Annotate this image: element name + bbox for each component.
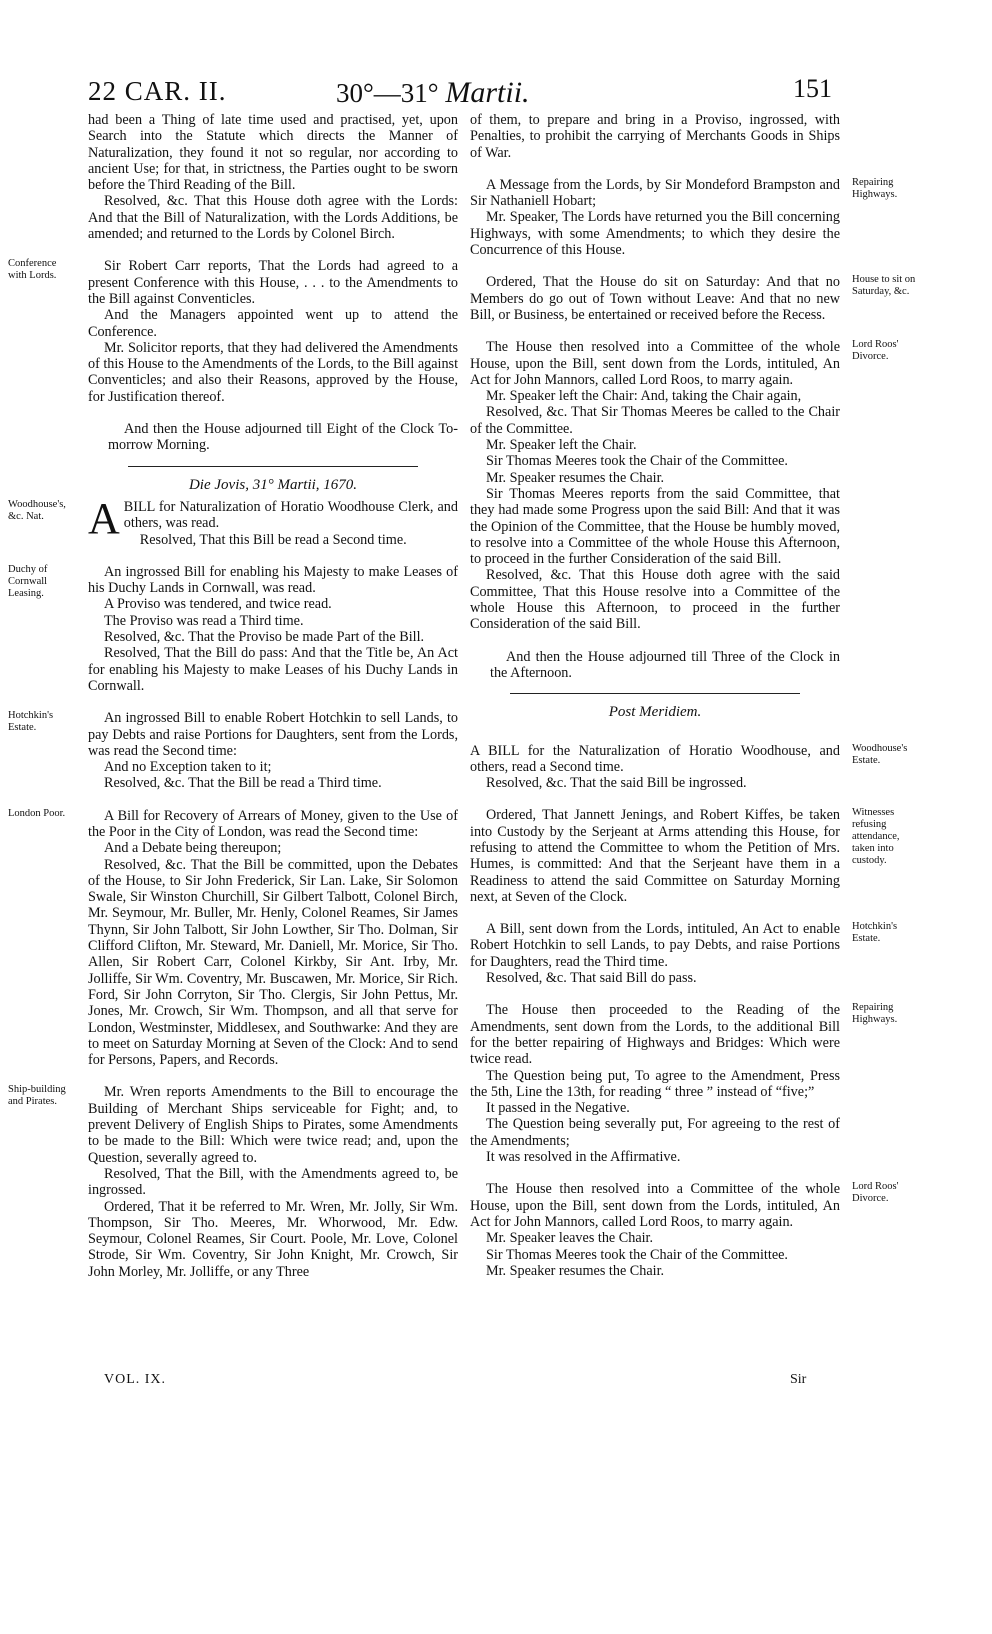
paragraph: Mr. Speaker, The Lords have returned you the Bill concerning Highways, with some Amendments; to which they desire the Concurrence of this House. [470, 209, 840, 259]
paragraph: Resolved, &c. That this House doth agree with the said Committee, That this House resolve into a Committee of the whole House this Afternoon, to proceed in the further Consideration of the said Bill. [470, 567, 840, 633]
section-divider [128, 466, 418, 467]
entry-lord-roos-2 [470, 1181, 899, 1230]
paragraph: A Bill, sent down from the Lords, intituled, An Act to enable Robert Hotchkin to sell Lands, to pay Debts, and raise Portions for Daughters, read the Third time. [470, 921, 840, 970]
entry-conference [8, 258, 458, 307]
entry-ship-building [8, 1084, 458, 1166]
adjournment: And then the House adjourned till Eight of the Clock To-morrow Morning. [108, 421, 458, 454]
paragraph: An ingrossed Bill for enabling his Majesty to make Leases of his Duchy Lands in Cornwall, was read. [88, 563, 458, 597]
margin-note: Woodhouse's Estate. [852, 742, 908, 766]
paragraph: had been a Thing of late time used and practised, yet, upon Search into the Statute which directs the Manner of Naturalization, they found it not so regular, nor according to ancient Use; for that, in strictness, the Parties ought to be sworn before the Third Reading of the Bill. [88, 112, 458, 194]
adjournment: And then the House adjourned till Three of the Clock in the Afternoon. [490, 648, 840, 681]
margin-note: Repairing Highways. [852, 176, 898, 200]
paragraph: Resolved, &c. That the said Bill be ingrossed. [486, 775, 747, 792]
entry-repairing-highways [470, 1002, 898, 1068]
paragraph: Mr. Speaker resumes the Chair. [486, 469, 665, 486]
margin-note: Duchy of Cornwall Leasing. [8, 563, 48, 599]
paragraph: of them, to prepare and bring in a Proviso, ingrossed, with Penalties, to prohibit the carrying of Merchants Goods in Ships of War. [470, 112, 840, 161]
paragraph-text: BILL for Naturalization of Horatio Woodhouse Clerk, and others, was read. [123, 498, 458, 532]
margin-note: Lord Roos' Divorce. [852, 1181, 899, 1205]
paragraph: It was resolved in the Affirmative. [486, 1149, 681, 1166]
post-meridiem-heading: Post Meridiem. [608, 704, 702, 721]
paragraph: The House then resolved into a Committee of the whole House, upon the Bill, sent down from the Lords, intituled, An Act for John Mannors, called Lord Roos, to marry again. [470, 1181, 840, 1230]
paragraph: Resolved, &c. That the Proviso be made Part of the Bill. [104, 629, 425, 646]
paragraph: Sir Robert Carr reports, That the Lords had agreed to a present Conference with this House, . . . to the Amendments to the Bill against Conventicles. [88, 258, 458, 307]
paragraph: A BILL for the Naturalization of Horatio Woodhouse, and others, read a Second time. [470, 742, 840, 775]
section-divider [510, 693, 800, 694]
margin-note: Hotchkin's Estate. [852, 921, 898, 945]
date-header [336, 76, 530, 110]
paragraph: Mr. Speaker left the Chair: And, taking the Chair again, [486, 388, 802, 405]
margin-note: Ship-building and Pirates. [8, 1084, 66, 1108]
margin-note: Witnesses refusing attendance, taken into custody. [852, 807, 900, 867]
paragraph: Sir Thomas Meeres took the Chair of the Committee. [486, 1246, 788, 1263]
right-column [470, 112, 916, 1279]
page-number: 151 [793, 74, 832, 103]
paragraph: Mr. Solicitor reports, that they had delivered the Amendments of this House to the Amendments of the Lords, to the Bill against Conventicles; and also their Reasons, approved by the House, for Justification thereof. [88, 339, 459, 405]
volume-signature: VOL. IX. [104, 1372, 167, 1387]
margin-note: Conference with Lords. [8, 258, 57, 282]
paragraph: Resolved, That the Bill do pass: And that the Title be, An Act for enabling his Majesty to make Leases of his Duchy Lands in Cornwall. [88, 645, 458, 694]
paragraph: Sir Thomas Meeres reports from the said Committee, that they had made some Progress upon the said Bill: And that it was the Opinion of the Committee, that the House be humbly moved, to resolve into a Committee of the whole House this Afternoon, to proceed in the further Consideration of the said Bill. [470, 485, 840, 568]
paragraph: Resolved, That this Bill be read a Second time. [139, 531, 407, 548]
paragraph: Sir Thomas Meeres took the Chair of the Committee. [486, 453, 788, 470]
paragraph: Resolved, That the Bill, with the Amendments agreed to, be ingrossed. [88, 1165, 458, 1199]
margin-note: Hotchkin's Estate. [8, 710, 54, 734]
left-column [8, 112, 459, 1280]
paragraph: The House then resolved into a Committee of the whole House, upon the Bill, sent down from the Lords, intituled, An Act for John Mannors, called Lord Roos, to marry again. [470, 339, 840, 388]
page-header [88, 72, 832, 116]
margin-note: House to sit on Saturday, &c. [852, 274, 916, 298]
paragraph: The House then proceeded to the Reading of the Amendments, sent down from the Lords, to the additional Bill for the better repairing of Highways and Bridges: Which were twice read. [470, 1002, 840, 1068]
paragraph: The Question being severally put, For agreeing to the rest of the Amendments; [470, 1116, 840, 1149]
paragraph: Mr. Wren reports Amendments to the Bill to encourage the Building of Merchant Ships serviceable for Fight; and, to prevent Delivery of English Ships to Pirates, some Amendments to be made to the Bill: Which were twice read; and, upon the Question, severally agreed to. [88, 1084, 458, 1166]
paragraph: Resolved, &c. That the Bill be read a Third time. [104, 775, 382, 792]
margin-note: Woodhouse's, &c. Nat. [8, 498, 66, 522]
date-numbers: 30°—31° [336, 78, 439, 108]
paragraph: Mr. Speaker resumes the Chair. [486, 1262, 665, 1279]
entry-hotchkin [8, 710, 458, 759]
paragraph: The Question being put, To agree to the Amendment, Press the 5th, Line the 13th, for reading “ three ” instead of “five;” [470, 1067, 840, 1100]
day-heading: Die Jovis, 31° Martii, 1670. [188, 476, 358, 493]
paragraph: An ingrossed Bill to enable Robert Hotchkin to sell Lands, to pay Debts and raise Portions for Daughters, sent from the Lords, was read the Second time: [88, 710, 458, 759]
paragraph: Ordered, That it be referred to Mr. Wren, Mr. Jolly, Sir Wm. Thompson, Sir Tho. Meeres, Mr. Whorwood, Mr. Edw. Seymour, Colonel Reames, Sir Court. Poole, Mr. Love, Colonel Strode, Sir Wm. Coventry, Sir John Knight, Mr. Crowch, Sir John Morley, Mr. Jolliffe, or any Three [88, 1198, 458, 1280]
paragraph: Resolved, &c. That the Bill be committed, upon the Debates of the House, to Sir John Frederick, Sir Lan. Lake, Sir Solomon Swale, Sir Winston Churchill, Sir Gilbert Talbott, Colonel Birch, Mr. Seymour, Mr. Buller, Mr. Henly, Colonel Reames, Sir James Thynn, Sir John Talbott, Sir John Lowther, Sir Tho. Dolman, Sir Clifford Clifton, Mr. Steward, Mr. Daniell, Mr. Morice, Sir Tho. Allen, Sir Robert Carr, Colonel Kirkby, Sir Ant. Irby, Mr. Jolliffe, Sir Wm. Coventry, Mr. Buscawen, Mr. Morice, Sir Rich. Ford, Sir John Corryton, Sir Tho. Clergis, Sir John Pettus, Mr. Jones, Mr. Crowch, Sir Wm. Thompson, and all that serve for London, Westminster, Middlesex, and Southwarke: And they are to meet on Saturday Morning at Seven of the Clock: And to send for Persons, Papers, and Records. [88, 856, 458, 1069]
paragraph: A Bill for Recovery of Arrears of Money, given to the Use of the Poor in the City of London, was read the Second time: [88, 807, 458, 840]
paragraph: Mr. Speaker left the Chair. [486, 437, 637, 454]
paragraph: It passed in the Negative. [486, 1100, 630, 1117]
entry-message-lords [470, 176, 898, 210]
drop-cap: A [88, 493, 120, 543]
entry-sit-saturday [470, 274, 916, 323]
paragraph: Mr. Speaker leaves the Chair. [486, 1230, 654, 1247]
entry-london-poor [8, 807, 458, 841]
entry-woodhouse-estate [470, 742, 908, 776]
margin-note: Repairing Highways. [852, 1002, 898, 1026]
paragraph: A Proviso was tendered, and twice read. [104, 596, 332, 613]
paragraph: And no Exception taken to it; [104, 759, 272, 776]
paragraph: And the Managers appointed went up to attend the Conference. [88, 307, 458, 340]
paragraph: Resolved, &c. That said Bill do pass. [486, 970, 697, 987]
month-name: Martii. [445, 76, 530, 109]
paragraph: Ordered, That Jannett Jenings, and Robert Kiffes, be taken into Custody by the Serjeant at Arms attending this House, for refusing to attend the Committee to whom the Petition of Mrs. Humes, is committed: And that the Serjeant have them in a Readiness to attend the said Committee on Saturday Morning next, at Seven of the Clock. [470, 807, 840, 905]
paragraph: And a Debate being thereupon; [104, 840, 282, 857]
paragraph: The Proviso was read a Third time. [104, 612, 304, 629]
reign-header: 22 CAR. II. [88, 76, 227, 106]
catchword: Sir [790, 1372, 807, 1387]
margin-note: London Poor. [8, 807, 66, 819]
paragraph: Ordered, That the House do sit on Saturday: And that no Members do go out of Town without Leave: And that no new Bill, or Business, be entertained or received before the Recess. [470, 274, 840, 323]
entry-duchy [8, 563, 458, 599]
entry-witnesses [470, 807, 900, 905]
entry-lord-roos [470, 339, 899, 388]
paragraph: A Message from the Lords, by Sir Mondeford Brampston and Sir Nathaniell Hobart; [470, 176, 840, 210]
margin-note: Lord Roos' Divorce. [852, 339, 899, 363]
paragraph: Resolved, &c. That Sir Thomas Meeres be called to the Chair of the Committee. [470, 404, 840, 437]
entry-hotchkin-estate [470, 921, 898, 970]
paragraph: Resolved, &c. That this House doth agree with the Lords: And that the Bill of Naturalization, with the Lords Additions, be amended; and returned to the Lords by Colonel Birch. [88, 193, 458, 243]
